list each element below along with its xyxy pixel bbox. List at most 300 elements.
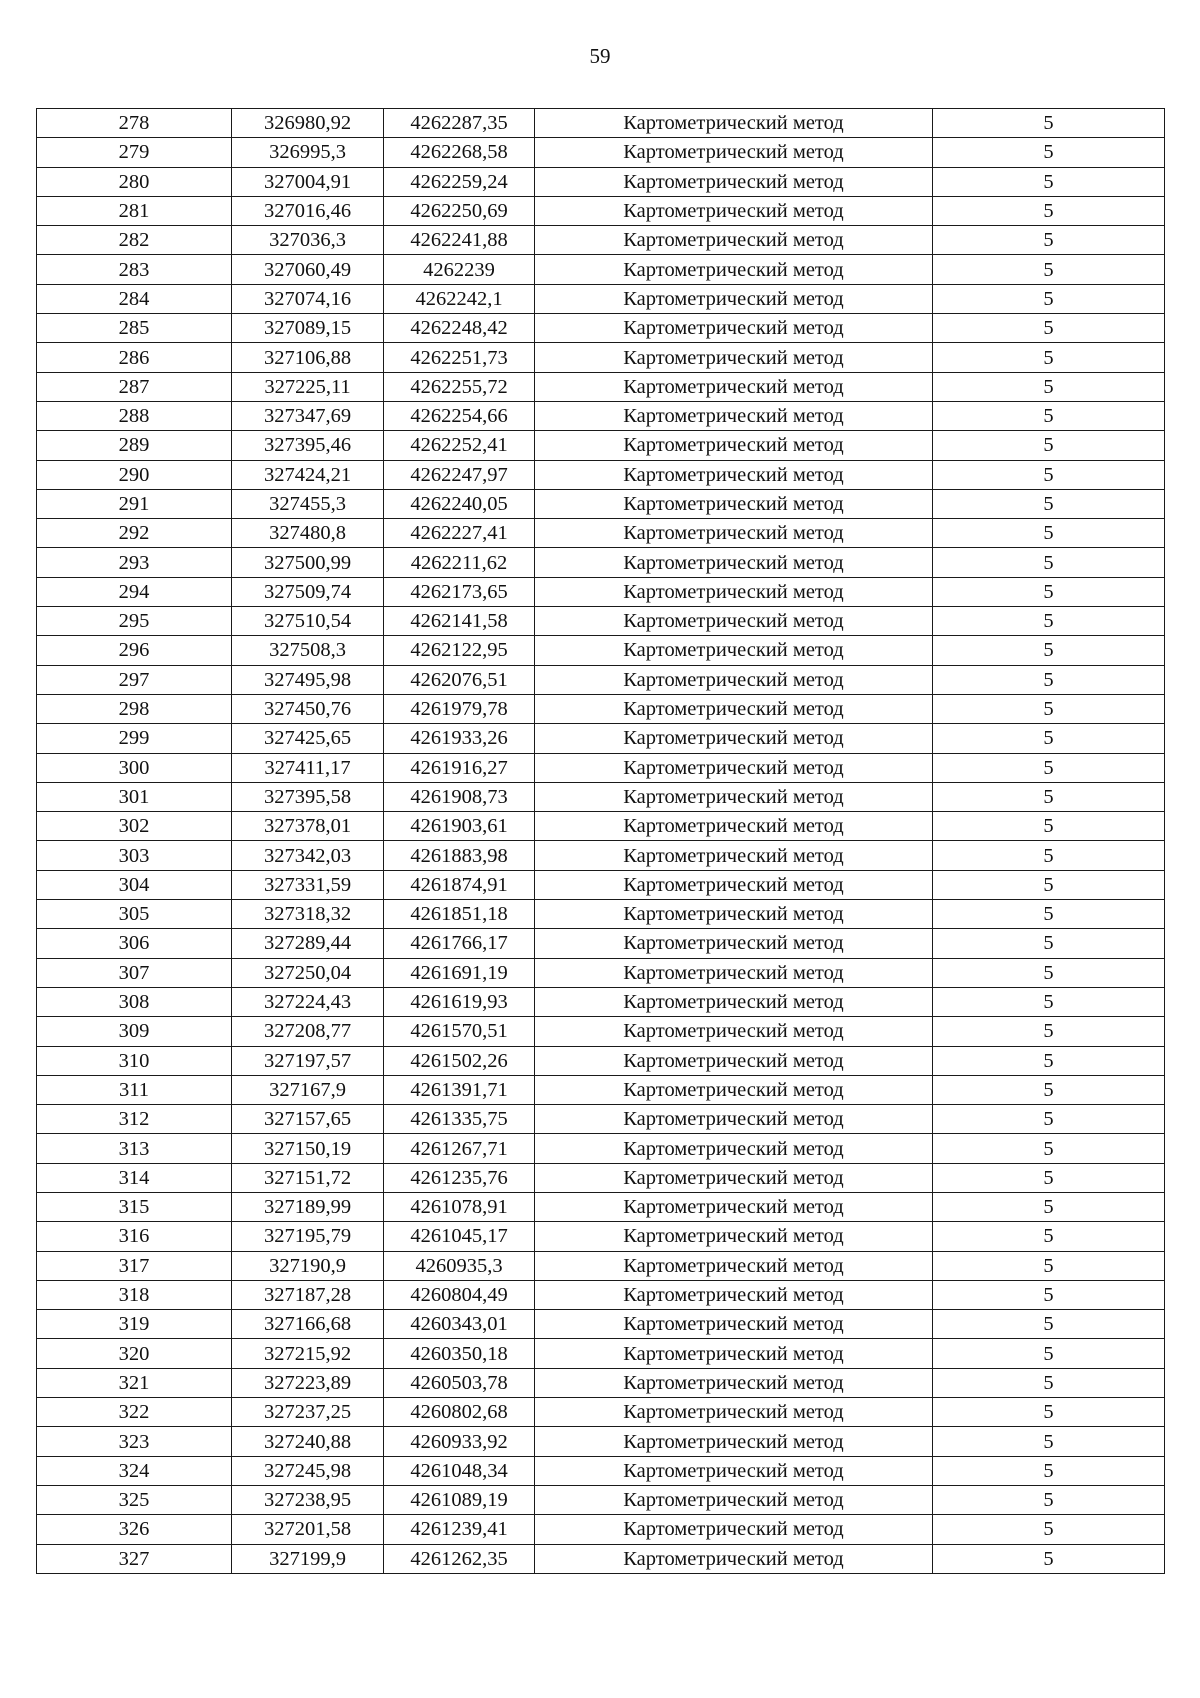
- x-coordinate-cell: 327166,68: [232, 1310, 384, 1339]
- point-number-cell: 309: [37, 1017, 232, 1046]
- point-number-cell: 320: [37, 1339, 232, 1368]
- accuracy-cell: 5: [933, 1134, 1165, 1163]
- method-cell: Картометрический метод: [535, 1456, 933, 1485]
- method-cell: Картометрический метод: [535, 900, 933, 929]
- method-cell: Картометрический метод: [535, 987, 933, 1016]
- page-number: 59: [589, 44, 611, 68]
- y-coordinate-cell: 4261916,27: [384, 753, 535, 782]
- point-number-cell: 327: [37, 1544, 232, 1573]
- point-number-cell: 291: [37, 489, 232, 518]
- x-coordinate-cell: 327074,16: [232, 284, 384, 313]
- table-row: [37, 607, 1165, 636]
- point-number-cell: 325: [37, 1485, 232, 1514]
- accuracy-cell: 5: [933, 1485, 1165, 1514]
- table-row: [37, 1368, 1165, 1397]
- method-cell: Картометрический метод: [535, 284, 933, 313]
- point-number-cell: 318: [37, 1280, 232, 1309]
- table-row: [37, 1398, 1165, 1427]
- accuracy-cell: 5: [933, 460, 1165, 489]
- point-number-cell: 296: [37, 636, 232, 665]
- point-number-cell: 294: [37, 577, 232, 606]
- x-coordinate-cell: 327500,99: [232, 548, 384, 577]
- method-cell: Картометрический метод: [535, 1339, 933, 1368]
- accuracy-cell: 5: [933, 753, 1165, 782]
- method-cell: Картометрический метод: [535, 167, 933, 196]
- method-cell: Картометрический метод: [535, 636, 933, 665]
- x-coordinate-cell: 327395,58: [232, 782, 384, 811]
- x-coordinate-cell: 327016,46: [232, 196, 384, 225]
- point-number-cell: 300: [37, 753, 232, 782]
- point-number-cell: 286: [37, 343, 232, 372]
- point-number-cell: 314: [37, 1163, 232, 1192]
- point-number-cell: 280: [37, 167, 232, 196]
- method-cell: Картометрический метод: [535, 460, 933, 489]
- y-coordinate-cell: 4262250,69: [384, 196, 535, 225]
- y-coordinate-cell: 4261048,34: [384, 1456, 535, 1485]
- point-number-cell: 282: [37, 226, 232, 255]
- accuracy-cell: 5: [933, 1192, 1165, 1221]
- accuracy-cell: 5: [933, 841, 1165, 870]
- table-row: [37, 753, 1165, 782]
- accuracy-cell: 5: [933, 1105, 1165, 1134]
- accuracy-cell: 5: [933, 1398, 1165, 1427]
- y-coordinate-cell: 4262255,72: [384, 372, 535, 401]
- accuracy-cell: 5: [933, 1544, 1165, 1573]
- table-row: [37, 987, 1165, 1016]
- x-coordinate-cell: 327187,28: [232, 1280, 384, 1309]
- accuracy-cell: 5: [933, 577, 1165, 606]
- method-cell: Картометрический метод: [535, 1398, 933, 1427]
- accuracy-cell: 5: [933, 284, 1165, 313]
- table-row: [37, 1251, 1165, 1280]
- method-cell: Картометрический метод: [535, 489, 933, 518]
- point-number-cell: 279: [37, 138, 232, 167]
- y-coordinate-cell: 4260933,92: [384, 1427, 535, 1456]
- point-number-cell: 326: [37, 1515, 232, 1544]
- x-coordinate-cell: 327223,89: [232, 1368, 384, 1397]
- accuracy-cell: 5: [933, 489, 1165, 518]
- y-coordinate-cell: 4262173,65: [384, 577, 535, 606]
- point-number-cell: 316: [37, 1222, 232, 1251]
- y-coordinate-cell: 4262259,24: [384, 167, 535, 196]
- table-row: [37, 1280, 1165, 1309]
- table-row: [37, 196, 1165, 225]
- x-coordinate-cell: 327495,98: [232, 665, 384, 694]
- y-coordinate-cell: 4262251,73: [384, 343, 535, 372]
- point-number-cell: 281: [37, 196, 232, 225]
- accuracy-cell: 5: [933, 1017, 1165, 1046]
- method-cell: Картометрический метод: [535, 577, 933, 606]
- table-row: [37, 460, 1165, 489]
- method-cell: Картометрический метод: [535, 724, 933, 753]
- point-number-cell: 317: [37, 1251, 232, 1280]
- point-number-cell: 295: [37, 607, 232, 636]
- method-cell: Картометрический метод: [535, 1251, 933, 1280]
- point-number-cell: 315: [37, 1192, 232, 1221]
- y-coordinate-cell: 4261089,19: [384, 1485, 535, 1514]
- point-number-cell: 324: [37, 1456, 232, 1485]
- y-coordinate-cell: 4261933,26: [384, 724, 535, 753]
- point-number-cell: 292: [37, 519, 232, 548]
- point-number-cell: 278: [37, 109, 232, 138]
- accuracy-cell: 5: [933, 607, 1165, 636]
- table-row: [37, 167, 1165, 196]
- x-coordinate-cell: 327318,32: [232, 900, 384, 929]
- table-row: [37, 1075, 1165, 1104]
- x-coordinate-cell: 327036,3: [232, 226, 384, 255]
- table-row: [37, 929, 1165, 958]
- accuracy-cell: 5: [933, 138, 1165, 167]
- method-cell: Картометрический метод: [535, 753, 933, 782]
- method-cell: Картометрический метод: [535, 1515, 933, 1544]
- table-row: [37, 1134, 1165, 1163]
- x-coordinate-cell: 327289,44: [232, 929, 384, 958]
- y-coordinate-cell: 4261262,35: [384, 1544, 535, 1573]
- accuracy-cell: 5: [933, 372, 1165, 401]
- x-coordinate-cell: 327089,15: [232, 314, 384, 343]
- y-coordinate-cell: 4261766,17: [384, 929, 535, 958]
- x-coordinate-cell: 327215,92: [232, 1339, 384, 1368]
- x-coordinate-cell: 327455,3: [232, 489, 384, 518]
- table-row: [37, 900, 1165, 929]
- point-number-cell: 322: [37, 1398, 232, 1427]
- method-cell: Картометрический метод: [535, 431, 933, 460]
- table-row: [37, 343, 1165, 372]
- table-row: [37, 1456, 1165, 1485]
- y-coordinate-cell: 4261851,18: [384, 900, 535, 929]
- accuracy-cell: 5: [933, 519, 1165, 548]
- method-cell: Картометрический метод: [535, 196, 933, 225]
- accuracy-cell: 5: [933, 812, 1165, 841]
- point-number-cell: 305: [37, 900, 232, 929]
- point-number-cell: 304: [37, 870, 232, 899]
- point-number-cell: 311: [37, 1075, 232, 1104]
- x-coordinate-cell: 327245,98: [232, 1456, 384, 1485]
- point-number-cell: 293: [37, 548, 232, 577]
- point-number-cell: 302: [37, 812, 232, 841]
- accuracy-cell: 5: [933, 255, 1165, 284]
- table-row: [37, 665, 1165, 694]
- x-coordinate-cell: 327157,65: [232, 1105, 384, 1134]
- table-row: [37, 1339, 1165, 1368]
- accuracy-cell: 5: [933, 1046, 1165, 1075]
- table-row: [37, 109, 1165, 138]
- x-coordinate-cell: 327250,04: [232, 958, 384, 987]
- point-number-cell: 307: [37, 958, 232, 987]
- y-coordinate-cell: 4262247,97: [384, 460, 535, 489]
- x-coordinate-cell: 327378,01: [232, 812, 384, 841]
- accuracy-cell: 5: [933, 665, 1165, 694]
- method-cell: Картометрический метод: [535, 1105, 933, 1134]
- method-cell: Картометрический метод: [535, 1075, 933, 1104]
- y-coordinate-cell: 4262239: [384, 255, 535, 284]
- accuracy-cell: 5: [933, 694, 1165, 723]
- accuracy-cell: 5: [933, 1515, 1165, 1544]
- y-coordinate-cell: 4262122,95: [384, 636, 535, 665]
- method-cell: Картометрический метод: [535, 519, 933, 548]
- accuracy-cell: 5: [933, 1427, 1165, 1456]
- x-coordinate-cell: 327411,17: [232, 753, 384, 782]
- accuracy-cell: 5: [933, 226, 1165, 255]
- method-cell: Картометрический метод: [535, 372, 933, 401]
- x-coordinate-cell: 327199,9: [232, 1544, 384, 1573]
- y-coordinate-cell: 4261335,75: [384, 1105, 535, 1134]
- x-coordinate-cell: 326995,3: [232, 138, 384, 167]
- accuracy-cell: 5: [933, 900, 1165, 929]
- accuracy-cell: 5: [933, 314, 1165, 343]
- y-coordinate-cell: 4261874,91: [384, 870, 535, 899]
- method-cell: Картометрический метод: [535, 109, 933, 138]
- accuracy-cell: 5: [933, 1280, 1165, 1309]
- point-number-cell: 308: [37, 987, 232, 1016]
- table-row: [37, 636, 1165, 665]
- point-number-cell: 283: [37, 255, 232, 284]
- table-row: [37, 519, 1165, 548]
- method-cell: Картометрический метод: [535, 226, 933, 255]
- method-cell: Картометрический метод: [535, 1427, 933, 1456]
- accuracy-cell: 5: [933, 431, 1165, 460]
- accuracy-cell: 5: [933, 724, 1165, 753]
- point-number-cell: 284: [37, 284, 232, 313]
- accuracy-cell: 5: [933, 1075, 1165, 1104]
- y-coordinate-cell: 4261908,73: [384, 782, 535, 811]
- y-coordinate-cell: 4260802,68: [384, 1398, 535, 1427]
- table-row: [37, 1222, 1165, 1251]
- accuracy-cell: 5: [933, 548, 1165, 577]
- method-cell: Картометрический метод: [535, 314, 933, 343]
- method-cell: Картометрический метод: [535, 1485, 933, 1514]
- accuracy-cell: 5: [933, 1339, 1165, 1368]
- y-coordinate-cell: 4262141,58: [384, 607, 535, 636]
- table-row: [37, 284, 1165, 313]
- x-coordinate-cell: 327425,65: [232, 724, 384, 753]
- method-cell: Картометрический метод: [535, 138, 933, 167]
- table-row: [37, 255, 1165, 284]
- method-cell: Картометрический метод: [535, 694, 933, 723]
- point-number-cell: 301: [37, 782, 232, 811]
- table-row: [37, 812, 1165, 841]
- accuracy-cell: 5: [933, 1368, 1165, 1397]
- method-cell: Картометрический метод: [535, 1368, 933, 1397]
- y-coordinate-cell: 4262252,41: [384, 431, 535, 460]
- table-row: [37, 1515, 1165, 1544]
- method-cell: Картометрический метод: [535, 812, 933, 841]
- accuracy-cell: 5: [933, 343, 1165, 372]
- method-cell: Картометрический метод: [535, 343, 933, 372]
- method-cell: Картометрический метод: [535, 255, 933, 284]
- point-number-cell: 297: [37, 665, 232, 694]
- accuracy-cell: 5: [933, 401, 1165, 430]
- point-number-cell: 312: [37, 1105, 232, 1134]
- point-number-cell: 287: [37, 372, 232, 401]
- method-cell: Картометрический метод: [535, 958, 933, 987]
- table-row: [37, 782, 1165, 811]
- y-coordinate-cell: 4261502,26: [384, 1046, 535, 1075]
- y-coordinate-cell: 4261239,41: [384, 1515, 535, 1544]
- accuracy-cell: 5: [933, 636, 1165, 665]
- coordinates-table: [36, 108, 1165, 1574]
- point-number-cell: 289: [37, 431, 232, 460]
- y-coordinate-cell: 4262248,42: [384, 314, 535, 343]
- table-row: [37, 958, 1165, 987]
- method-cell: Картометрический метод: [535, 1310, 933, 1339]
- method-cell: Картометрический метод: [535, 782, 933, 811]
- y-coordinate-cell: 4261235,76: [384, 1163, 535, 1192]
- x-coordinate-cell: 327201,58: [232, 1515, 384, 1544]
- y-coordinate-cell: 4261045,17: [384, 1222, 535, 1251]
- y-coordinate-cell: 4261570,51: [384, 1017, 535, 1046]
- method-cell: Картометрический метод: [535, 1192, 933, 1221]
- accuracy-cell: 5: [933, 1163, 1165, 1192]
- accuracy-cell: 5: [933, 167, 1165, 196]
- method-cell: Картометрический метод: [535, 929, 933, 958]
- y-coordinate-cell: 4261903,61: [384, 812, 535, 841]
- table-row: [37, 694, 1165, 723]
- y-coordinate-cell: 4261883,98: [384, 841, 535, 870]
- table-row: [37, 724, 1165, 753]
- method-cell: Картометрический метод: [535, 1222, 933, 1251]
- accuracy-cell: 5: [933, 1456, 1165, 1485]
- y-coordinate-cell: 4262268,58: [384, 138, 535, 167]
- y-coordinate-cell: 4261391,71: [384, 1075, 535, 1104]
- point-number-cell: 288: [37, 401, 232, 430]
- x-coordinate-cell: 327195,79: [232, 1222, 384, 1251]
- method-cell: Картометрический метод: [535, 841, 933, 870]
- method-cell: Картометрический метод: [535, 665, 933, 694]
- accuracy-cell: 5: [933, 1310, 1165, 1339]
- y-coordinate-cell: 4262076,51: [384, 665, 535, 694]
- method-cell: Картометрический метод: [535, 548, 933, 577]
- x-coordinate-cell: 327240,88: [232, 1427, 384, 1456]
- table-row: [37, 489, 1165, 518]
- accuracy-cell: 5: [933, 109, 1165, 138]
- y-coordinate-cell: 4261979,78: [384, 694, 535, 723]
- x-coordinate-cell: 327190,9: [232, 1251, 384, 1280]
- x-coordinate-cell: 327106,88: [232, 343, 384, 372]
- method-cell: Картометрический метод: [535, 401, 933, 430]
- table-row: [37, 226, 1165, 255]
- point-number-cell: 321: [37, 1368, 232, 1397]
- y-coordinate-cell: 4261619,93: [384, 987, 535, 1016]
- x-coordinate-cell: 327060,49: [232, 255, 384, 284]
- point-number-cell: 299: [37, 724, 232, 753]
- y-coordinate-cell: 4260343,01: [384, 1310, 535, 1339]
- method-cell: Картометрический метод: [535, 1134, 933, 1163]
- method-cell: Картометрический метод: [535, 1017, 933, 1046]
- y-coordinate-cell: 4261267,71: [384, 1134, 535, 1163]
- y-coordinate-cell: 4262242,1: [384, 284, 535, 313]
- point-number-cell: 285: [37, 314, 232, 343]
- y-coordinate-cell: 4262240,05: [384, 489, 535, 518]
- x-coordinate-cell: 327480,8: [232, 519, 384, 548]
- table-row: [37, 372, 1165, 401]
- table-row: [37, 841, 1165, 870]
- x-coordinate-cell: 327424,21: [232, 460, 384, 489]
- table-row: [37, 1163, 1165, 1192]
- point-number-cell: 310: [37, 1046, 232, 1075]
- y-coordinate-cell: 4260350,18: [384, 1339, 535, 1368]
- x-coordinate-cell: 327197,57: [232, 1046, 384, 1075]
- x-coordinate-cell: 327510,54: [232, 607, 384, 636]
- x-coordinate-cell: 327224,43: [232, 987, 384, 1016]
- x-coordinate-cell: 327151,72: [232, 1163, 384, 1192]
- y-coordinate-cell: 4260804,49: [384, 1280, 535, 1309]
- table-row: [37, 1105, 1165, 1134]
- x-coordinate-cell: 326980,92: [232, 109, 384, 138]
- table-row: [37, 1485, 1165, 1514]
- x-coordinate-cell: 327331,59: [232, 870, 384, 899]
- accuracy-cell: 5: [933, 870, 1165, 899]
- point-number-cell: 319: [37, 1310, 232, 1339]
- table-row: [37, 1427, 1165, 1456]
- table-row: [37, 1017, 1165, 1046]
- method-cell: Картометрический метод: [535, 870, 933, 899]
- x-coordinate-cell: 327509,74: [232, 577, 384, 606]
- point-number-cell: 323: [37, 1427, 232, 1456]
- table-row: [37, 314, 1165, 343]
- y-coordinate-cell: 4260935,3: [384, 1251, 535, 1280]
- x-coordinate-cell: 327237,25: [232, 1398, 384, 1427]
- point-number-cell: 290: [37, 460, 232, 489]
- accuracy-cell: 5: [933, 958, 1165, 987]
- y-coordinate-cell: 4262254,66: [384, 401, 535, 430]
- point-number-cell: 313: [37, 1134, 232, 1163]
- x-coordinate-cell: 327208,77: [232, 1017, 384, 1046]
- accuracy-cell: 5: [933, 782, 1165, 811]
- table-row: [37, 870, 1165, 899]
- method-cell: Картометрический метод: [535, 607, 933, 636]
- coordinates-table-body: [37, 109, 1165, 1574]
- x-coordinate-cell: 327167,9: [232, 1075, 384, 1104]
- table-row: [37, 1192, 1165, 1221]
- x-coordinate-cell: 327347,69: [232, 401, 384, 430]
- method-cell: Картометрический метод: [535, 1280, 933, 1309]
- x-coordinate-cell: 327189,99: [232, 1192, 384, 1221]
- x-coordinate-cell: 327238,95: [232, 1485, 384, 1514]
- table-row: [37, 1310, 1165, 1339]
- method-cell: Картометрический метод: [535, 1163, 933, 1192]
- x-coordinate-cell: 327150,19: [232, 1134, 384, 1163]
- table-row: [37, 138, 1165, 167]
- y-coordinate-cell: 4261691,19: [384, 958, 535, 987]
- y-coordinate-cell: 4261078,91: [384, 1192, 535, 1221]
- x-coordinate-cell: 327395,46: [232, 431, 384, 460]
- table-row: [37, 1544, 1165, 1573]
- x-coordinate-cell: 327225,11: [232, 372, 384, 401]
- table-row: [37, 1046, 1165, 1075]
- table-row: [37, 401, 1165, 430]
- table-row: [37, 548, 1165, 577]
- x-coordinate-cell: 327450,76: [232, 694, 384, 723]
- point-number-cell: 303: [37, 841, 232, 870]
- accuracy-cell: 5: [933, 1251, 1165, 1280]
- method-cell: Картометрический метод: [535, 1544, 933, 1573]
- accuracy-cell: 5: [933, 987, 1165, 1016]
- y-coordinate-cell: 4260503,78: [384, 1368, 535, 1397]
- table-row: [37, 577, 1165, 606]
- x-coordinate-cell: 327342,03: [232, 841, 384, 870]
- point-number-cell: 298: [37, 694, 232, 723]
- method-cell: Картометрический метод: [535, 1046, 933, 1075]
- accuracy-cell: 5: [933, 196, 1165, 225]
- y-coordinate-cell: 4262211,62: [384, 548, 535, 577]
- accuracy-cell: 5: [933, 929, 1165, 958]
- x-coordinate-cell: 327004,91: [232, 167, 384, 196]
- accuracy-cell: 5: [933, 1222, 1165, 1251]
- y-coordinate-cell: 4262241,88: [384, 226, 535, 255]
- table-row: [37, 431, 1165, 460]
- y-coordinate-cell: 4262287,35: [384, 109, 535, 138]
